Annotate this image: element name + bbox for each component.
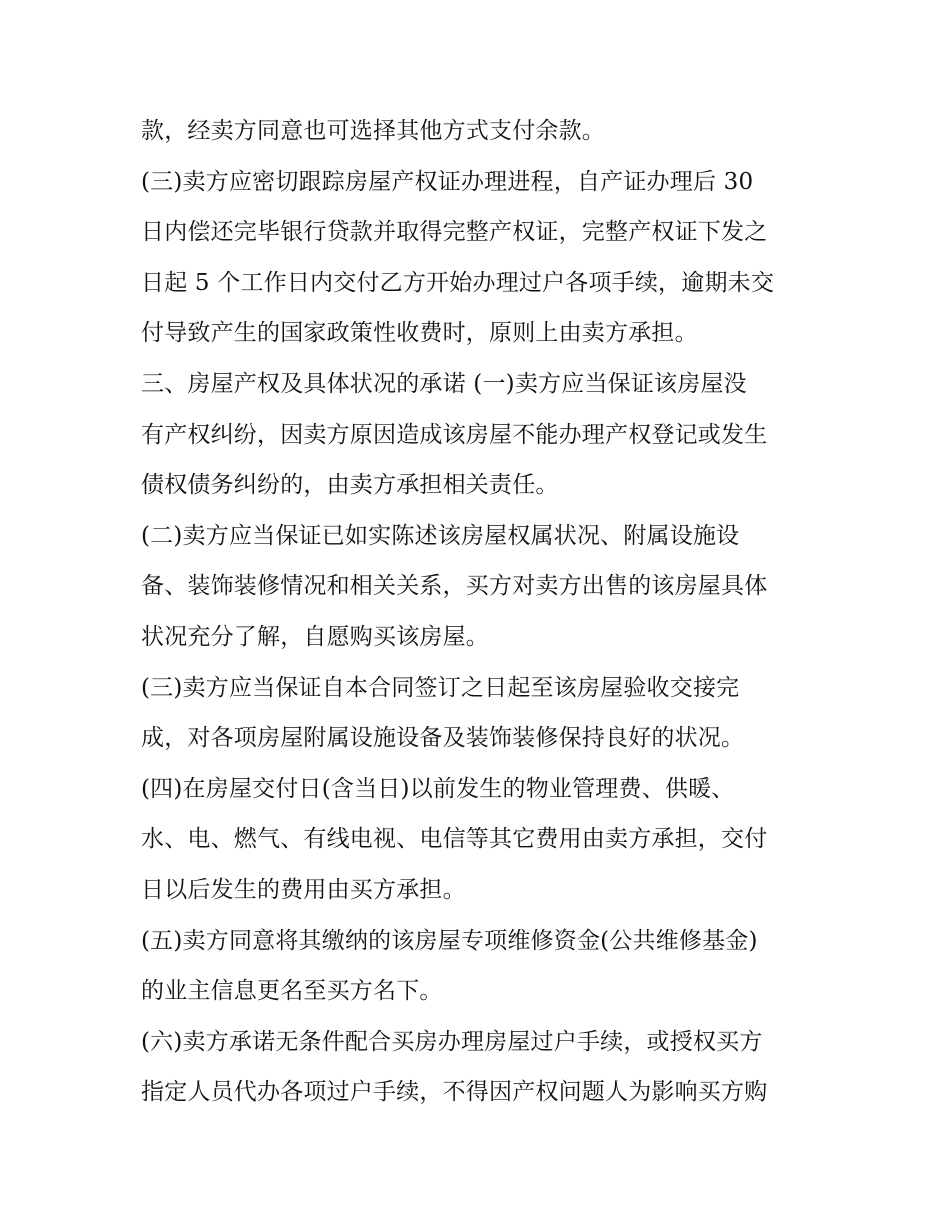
text-line: 日起 5 个工作日内交付乙方开始办理过户各项手续，逾期未交 — [141, 269, 775, 296]
text-line: 日内偿还完毕银行贷款并取得完整产权证，完整产权证下发之 — [141, 219, 768, 246]
text-line: 状况充分了解，自愿购买该房屋。 — [141, 623, 489, 650]
text-line: 日以后发生的费用由买方承担。 — [141, 876, 466, 903]
text-line: (二)卖方应当保证已如实陈述该房屋权属状况、附属设施设 — [141, 522, 740, 549]
text-line: 付导致产生的国家政策性收费时，原则上由卖方承担。 — [141, 320, 698, 347]
document-body — [141, 106, 821, 1118]
text-line: 指定人员代办各项过户手续，不得因产权问题人为影响买方购 — [141, 1079, 768, 1106]
text-line: 三、房屋产权及具体状况的承诺 (一)卖方应当保证该房屋没 — [141, 370, 747, 397]
text-line: 有产权纠纷，因卖方原因造成该房屋不能办理产权登记或发生 — [141, 421, 768, 448]
text-line: (三)卖方应密切跟踪房屋产权证办理进程，自产证办理后 30 — [141, 168, 754, 195]
text-line: (三)卖方应当保证自本合同签订之日起至该房屋验收交接完 — [141, 674, 740, 701]
text-line: 的业主信息更名至买方名下。 — [141, 978, 443, 1005]
text-line: 水、电、燃气、有线电视、电信等其它费用由卖方承担，交付 — [141, 826, 768, 853]
text-line: (六)卖方承诺无条件配合买房办理房屋过户手续，或授权买方 — [141, 1028, 763, 1055]
text-line: (四)在房屋交付日(含当日)以前发生的物业管理费、供暖、 — [141, 775, 735, 802]
text-line: 备、装饰装修情况和相关关系，买方对卖方出售的该房屋具体 — [141, 573, 768, 600]
text-line: (五)卖方同意将其缴纳的该房屋专项维修资金(公共维修基金) — [141, 927, 758, 954]
text-line: 成，对各项房屋附属设施设备及装饰装修保持良好的状况。 — [141, 725, 745, 752]
text-line: 款，经卖方同意也可选择其他方式支付余款。 — [141, 118, 605, 144]
text-line: 债权债务纠纷的，由卖方承担相关责任。 — [141, 472, 559, 499]
